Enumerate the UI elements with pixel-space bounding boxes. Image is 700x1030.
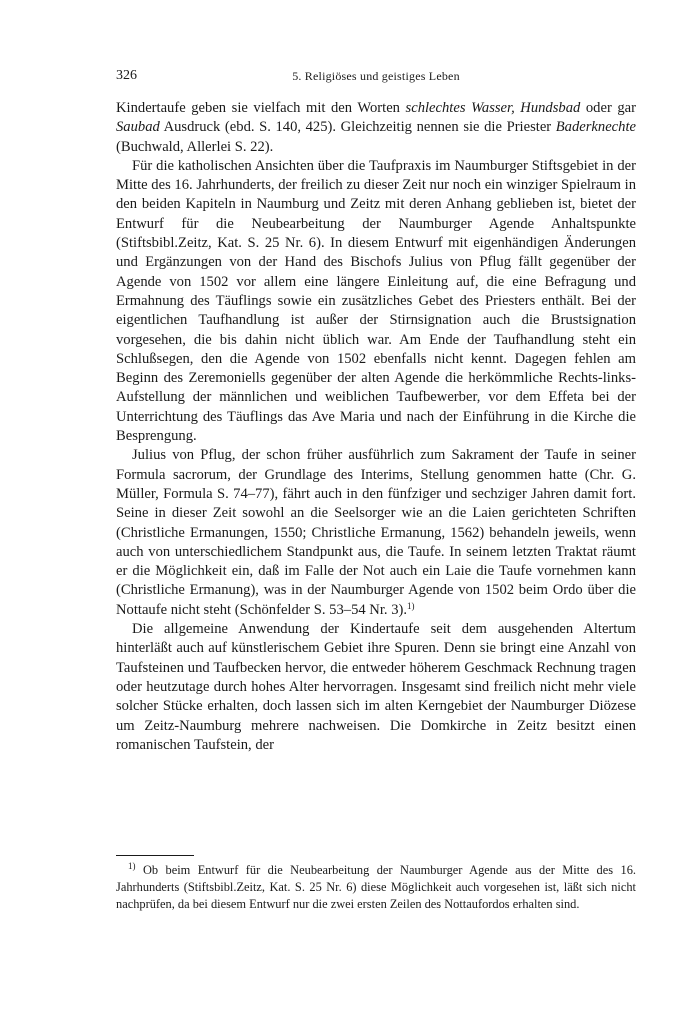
footnotes xyxy=(116,862,636,913)
paragraph xyxy=(116,446,636,620)
running-head: 5. Religiöses und geistiges Leben xyxy=(292,69,460,83)
italic-run: Baderknechte xyxy=(555,119,636,136)
paragraph xyxy=(116,620,636,755)
footnote-text: Ob beim Entwurf für die Neubearbeitung der Naumburger Agende aus der Mitte des 16. Jahrhunderts (Stiftsbibl.Zeitz, Kat. S. 25 Nr. 6) diese Möglichkeit auch vorgesehen ist, läßt sich nicht nachprüfen, da bei diesem Entwurf nur die zwei ersten Zeilen des Nottaufordos erhalten sind. xyxy=(116,863,636,911)
text-run: Kindertaufe geben sie vielfach mit den Worten xyxy=(116,100,406,116)
text-run: Die allgemeine Anwendung der Kindertaufe seit dem ausgehenden Altertum hinterläßt auch auf künstlerischem Gebiet ihre Spuren. Denn sie bringt eine Anzahl von Taufsteinen und Taufbecken hervor, die entweder höherem Geschmack Rechnung tragen oder heutzutage durch hohes Alter hervorragen. Insgesamt sind freilich nicht mehr viele solcher Stücke erhalten, doch lassen sich im alten Kerngebiet der Naumburger Diözese um Zeitz-Naumburg mehrere nachweisen. Die Domkirche in Zeitz besitzt einen romanischen Taufstein, der xyxy=(116,621,636,753)
footnote-marker: 1) xyxy=(128,861,136,871)
text-run: Julius von Pflug, der schon früher ausführlich zum Sakrament der Taufe in seiner Formula sacrorum, der Grundlage des Interims, Stellung genommen hatte (Chr. G. Müller, Formula S. 74–77), fährt auch in den fünfziger und sechziger Jahren damit fort. Seine in dieser Zeit sowohl an die Seelsorger wie an die Laien gerichteten Schriften (Christliche Ermanungen, 1550; Christliche Ermanung, 1562) behandeln jeweils, wenn auch von unterschiedlichem Standpunkt aus, die Taufe. In seinem letzten Traktat räumt er die Möglichkeit ein, daß im Falle der Not auch ein Laie die Taufe vornehmen kann (Christliche Ermanung), was in der Naumburger Agende von 1502 beim Ordo über die Nottaufe nicht steht (Schönfelder S. 53–54 Nr. 3). xyxy=(116,447,636,618)
footnote xyxy=(116,862,636,913)
body-text xyxy=(116,99,636,755)
text-run: Ausdruck (ebd. S. 140, 425). Gleichzeitig nennen sie die Priester xyxy=(159,119,556,136)
italic-run: Saubad xyxy=(116,119,160,136)
text-run: Für die katholischen Ansichten über die Taufpraxis im Naumburger Stiftsgebiet in der Mitte des 16. Jahrhunderts, der freilich zu dieser Zeit nur noch ein winziger Spielraum in den beiden Kapiteln in Naumburg und Zeitz mit deren Anhang geblieben ist, bietet der Entwurf für die Neubearbeitung der Naumburger Agende Anhaltspunkte (Stiftsbibl.Zeitz, Kat. S. 25 Nr. 6). In diesem Entwurf mit eigenhändigen Änderungen und Ergänzungen von der Hand des Bischofs Julius von Pflug fällt gegenüber der Agende von 1502 vor allem eine längere Einleitung auf, die eine Befragung und Ermahnung des Täuflings sowie ein zusätzliches Gebet des Priesters enthält. Bei der eigentlichen Taufhandlung ist außer der Stirnsignation auch die Brustsignation vorgesehen, die bis dahin nicht üblich war. Am Ende der Taufhandlung steht ein Schlußsegen, den die Agende von 1502 ebenfalls nicht kennt. Dagegen fehlen am Beginn des Zeremoniells gegenüber der alten Agende die herkömmliche Rechts-links-Aufstellung der männlichen und weiblichen Taufbewerber, vor dem Effeta bei der Unterrichtung des Täuflings das Ave Maria und nach der Einführung in die Kirche die Besprengung. xyxy=(116,157,636,445)
text-run: oder gar xyxy=(580,100,637,116)
page-number: 326 xyxy=(116,68,137,83)
footnote-reference[interactable]: 1) xyxy=(407,600,415,611)
paragraph xyxy=(116,99,636,157)
paragraph xyxy=(116,157,636,446)
text-run: (Buchwald, Allerlei S. 22). xyxy=(116,138,274,155)
italic-run: schlechtes Wasser, Hundsbad xyxy=(405,100,581,116)
page-header xyxy=(116,66,636,86)
footnote-divider xyxy=(116,855,194,856)
